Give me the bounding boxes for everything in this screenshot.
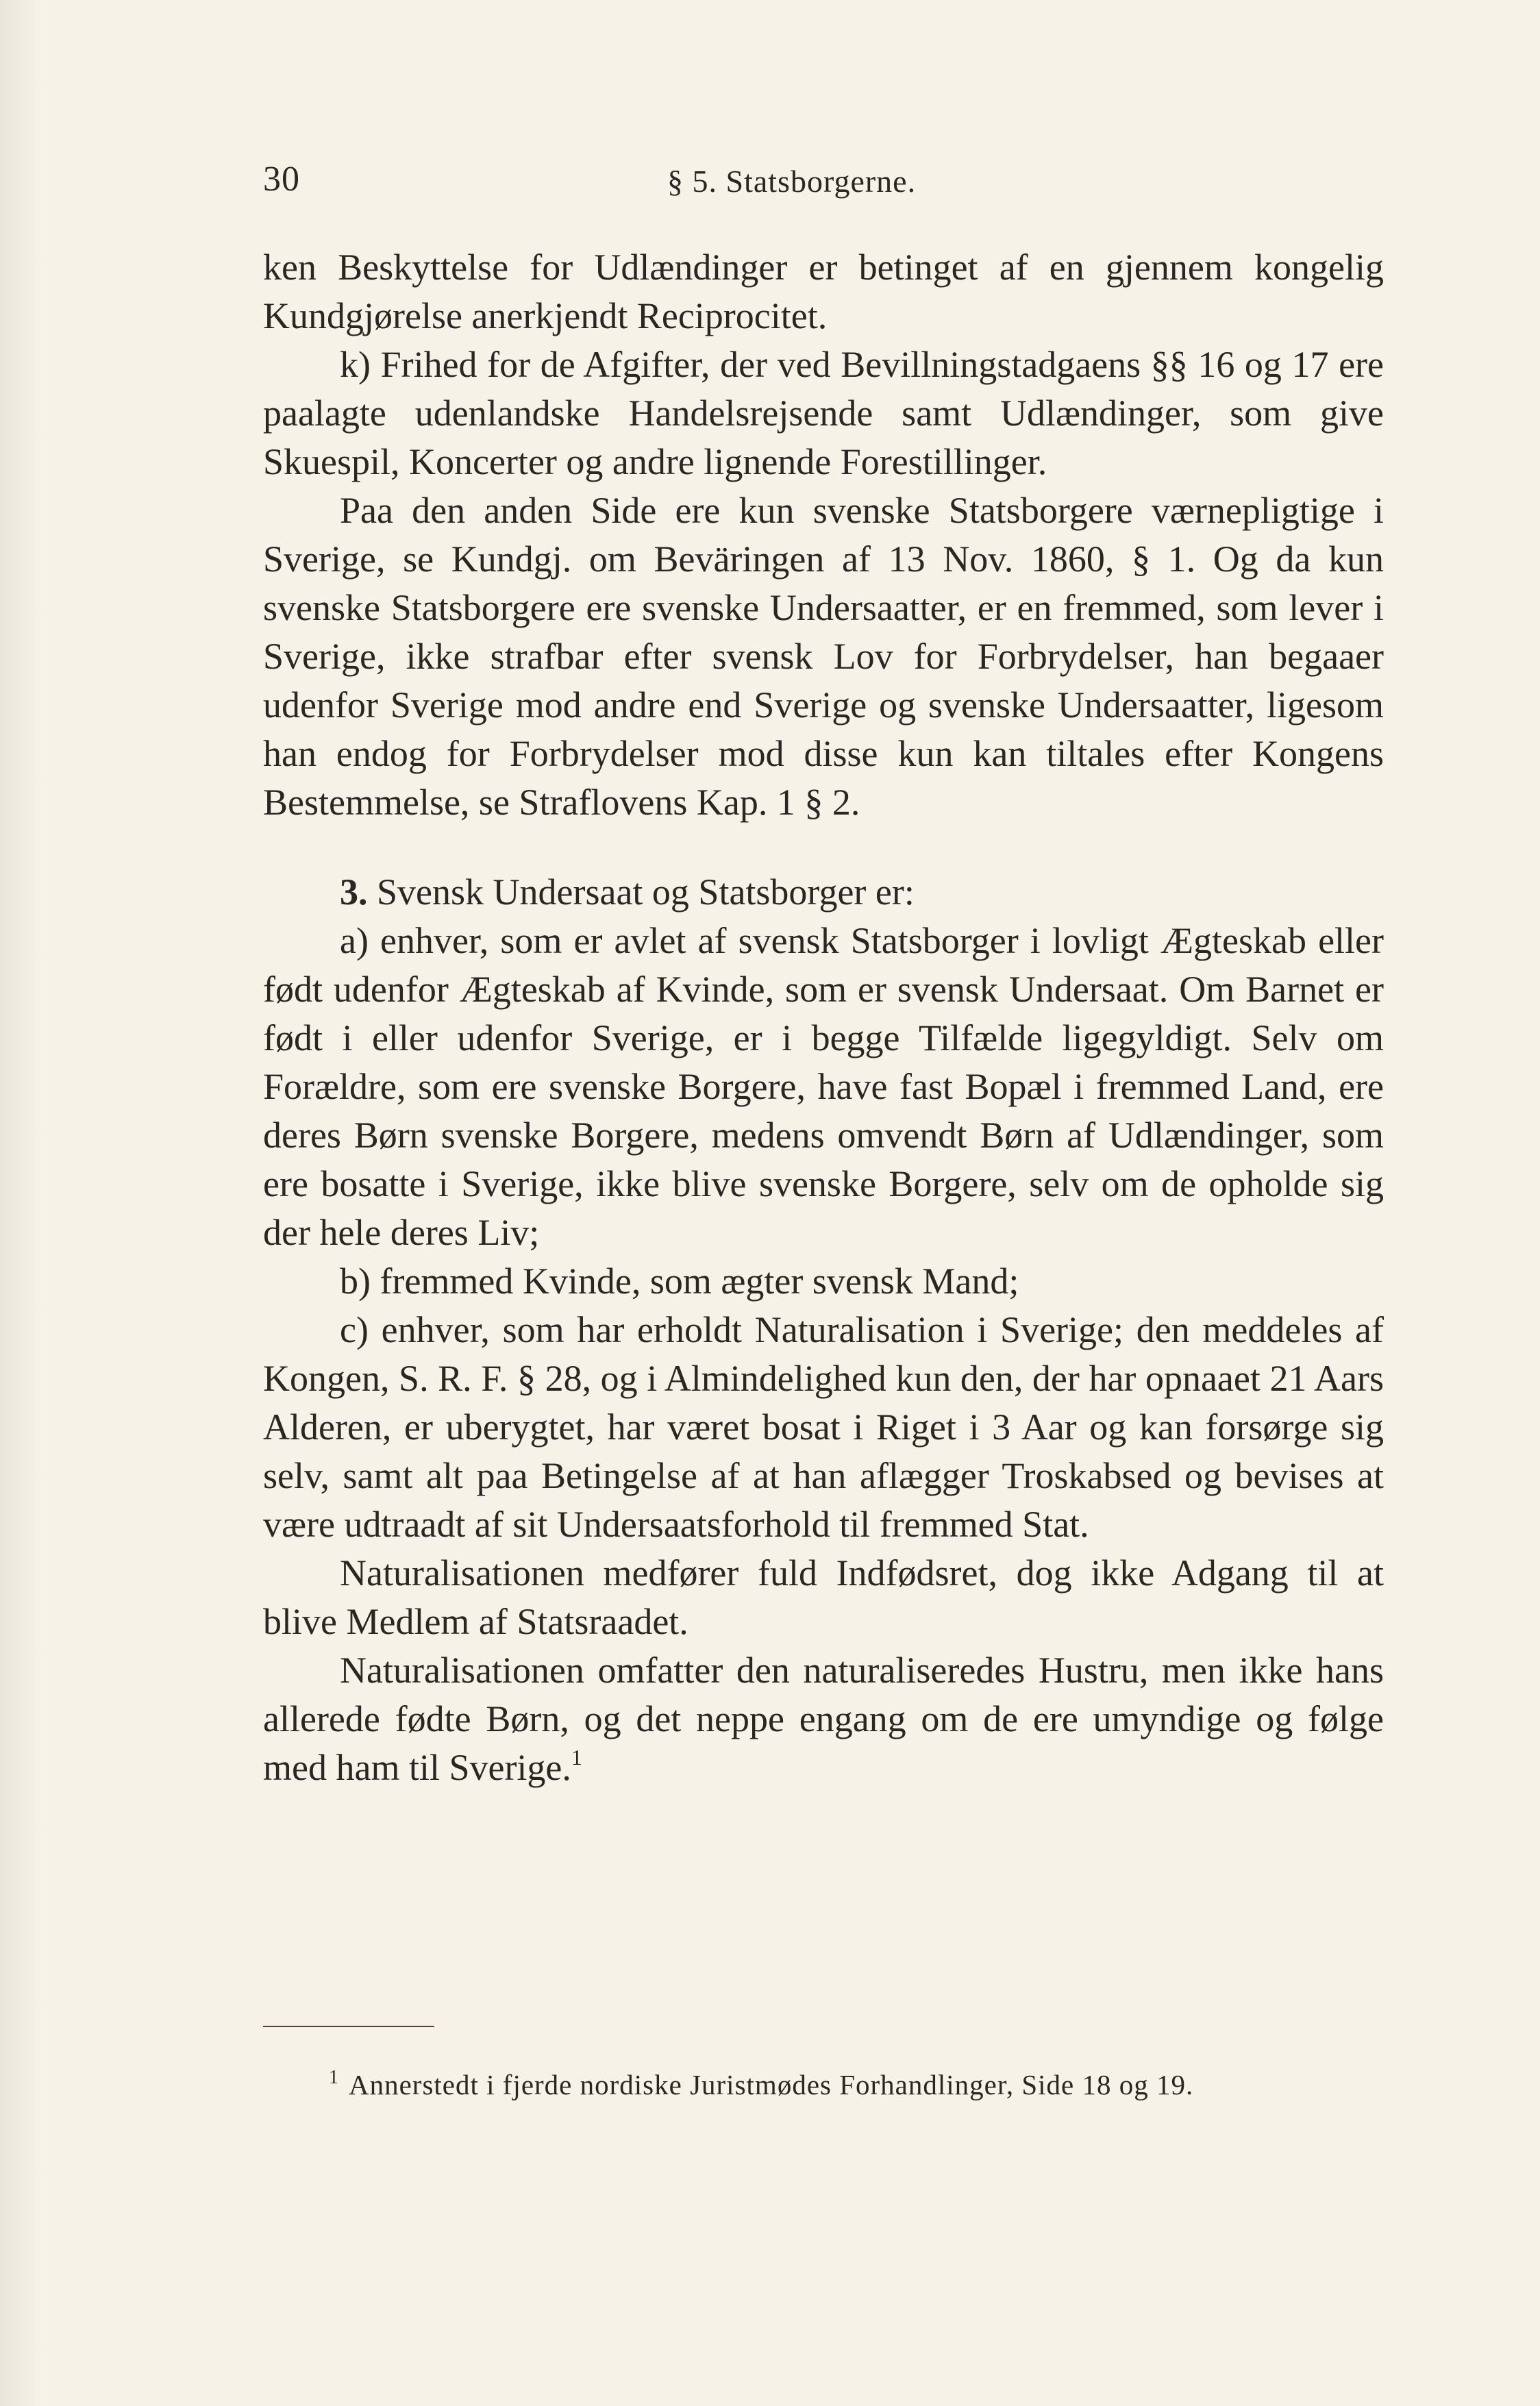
footnote-text: Annerstedt i fjerde nordiske Juristmødes Forhandlinger, Side 18 og 19. (349, 2069, 1194, 2100)
paragraph-military-duty: Paa den anden Side ere kun svenske Statsborgere værnepligtige i Sverige, se Kundgj. om Beväringen af 13 Nov. 1860, § 1. Og da kun svenske Statsborgere ere svenske Undersaatter, er en fremmed, som lever i Sverige, ikke strafbar efter svensk Lov for Forbrydelser, han begaaer udenfor Sverige mod andre end Sverige og svenske Undersaatter, ligesom han endog for Forbrydelser mod disse kun kan tiltales efter Kongens Bestemmelse, se Straflovens Kap. 1 § 2. (263, 490, 1384, 823)
footnote-divider (263, 2026, 434, 2027)
paragraph-naturalisation-family-text: Naturalisationen omfatter den naturaliseredes Hustru, men ikke hans allerede fødte Børn, og det neppe engang om de ere umyndige og følge med ham til Sverige. (263, 1650, 1384, 1788)
footnote-marker: 1 (329, 2067, 339, 2088)
body-text (263, 243, 1384, 1792)
paragraph-naturalisation-family (263, 1646, 1384, 1792)
list-item-a: a) enhver, som er avlet af svensk Statsborger i lovligt Ægteskab eller født udenfor Ægteskab af Kvinde, som er svensk Undersaat. Om Barnet er født i eller udenfor Sverige, er i begge Tilfælde ligegyldigt. Selv om Forældre, som ere svenske Borgere, have fast Bopæl i fremmed Land, ere deres Børn svenske Borgere, medens omvendt Børn af Udlændinger, som ere bosatte i Sverige, ikke blive svenske Borgere, selv om de opholde sig der hele deres Liv; (263, 920, 1384, 1253)
section-heading (263, 868, 1384, 917)
paragraph-naturalisation-rights: Naturalisationen medfører fuld Indfødsret, dog ikke Adgang til at blive Medlem af Statsraadet. (263, 1552, 1384, 1642)
section-heading-text: Svensk Undersaat og Statsborger er: (377, 871, 915, 913)
section-number: 3. (340, 871, 368, 913)
page-number: 30 (263, 160, 300, 199)
page-edge-shadow (0, 0, 41, 2406)
paragraph-continuation: ken Beskyttelse for Udlændinger er betinget af en gjennem kongelig Kundgjørelse anerkjendt Reciprocitet. (263, 247, 1384, 336)
running-head (263, 159, 1373, 207)
list-item-c: c) enhver, som har erholdt Naturalisation i Sverige; den meddeles af Kongen, S. R. F. § 28, og i Almindelighed kun den, der har opnaaet 21 Aars Alderen, er uberygtet, har været bosat i Riget i 3 Aar og kan forsørge sig selv, samt alt paa Betingelse af at han aflægger Troskabsed og bevises at være udtraadt af sit Undersaatsforhold til fremmed Stat. (263, 1309, 1384, 1545)
section-title: § 5. Statsborgerne. (667, 164, 917, 199)
footnote-reference[interactable]: 1 (571, 1745, 582, 1770)
footnote (329, 2059, 1384, 2104)
list-item-b: b) fremmed Kvinde, som ægter svensk Mand; (340, 1261, 1019, 1302)
paragraph-item-k: k) Frihed for de Afgifter, der ved Bevillningstadgaens §§ 16 og 17 ere paalagte udenlandske Handelsrejsende samt Udlændinger, som give Skuespil, Koncerter og andre lignende Forestillinger. (263, 344, 1384, 482)
